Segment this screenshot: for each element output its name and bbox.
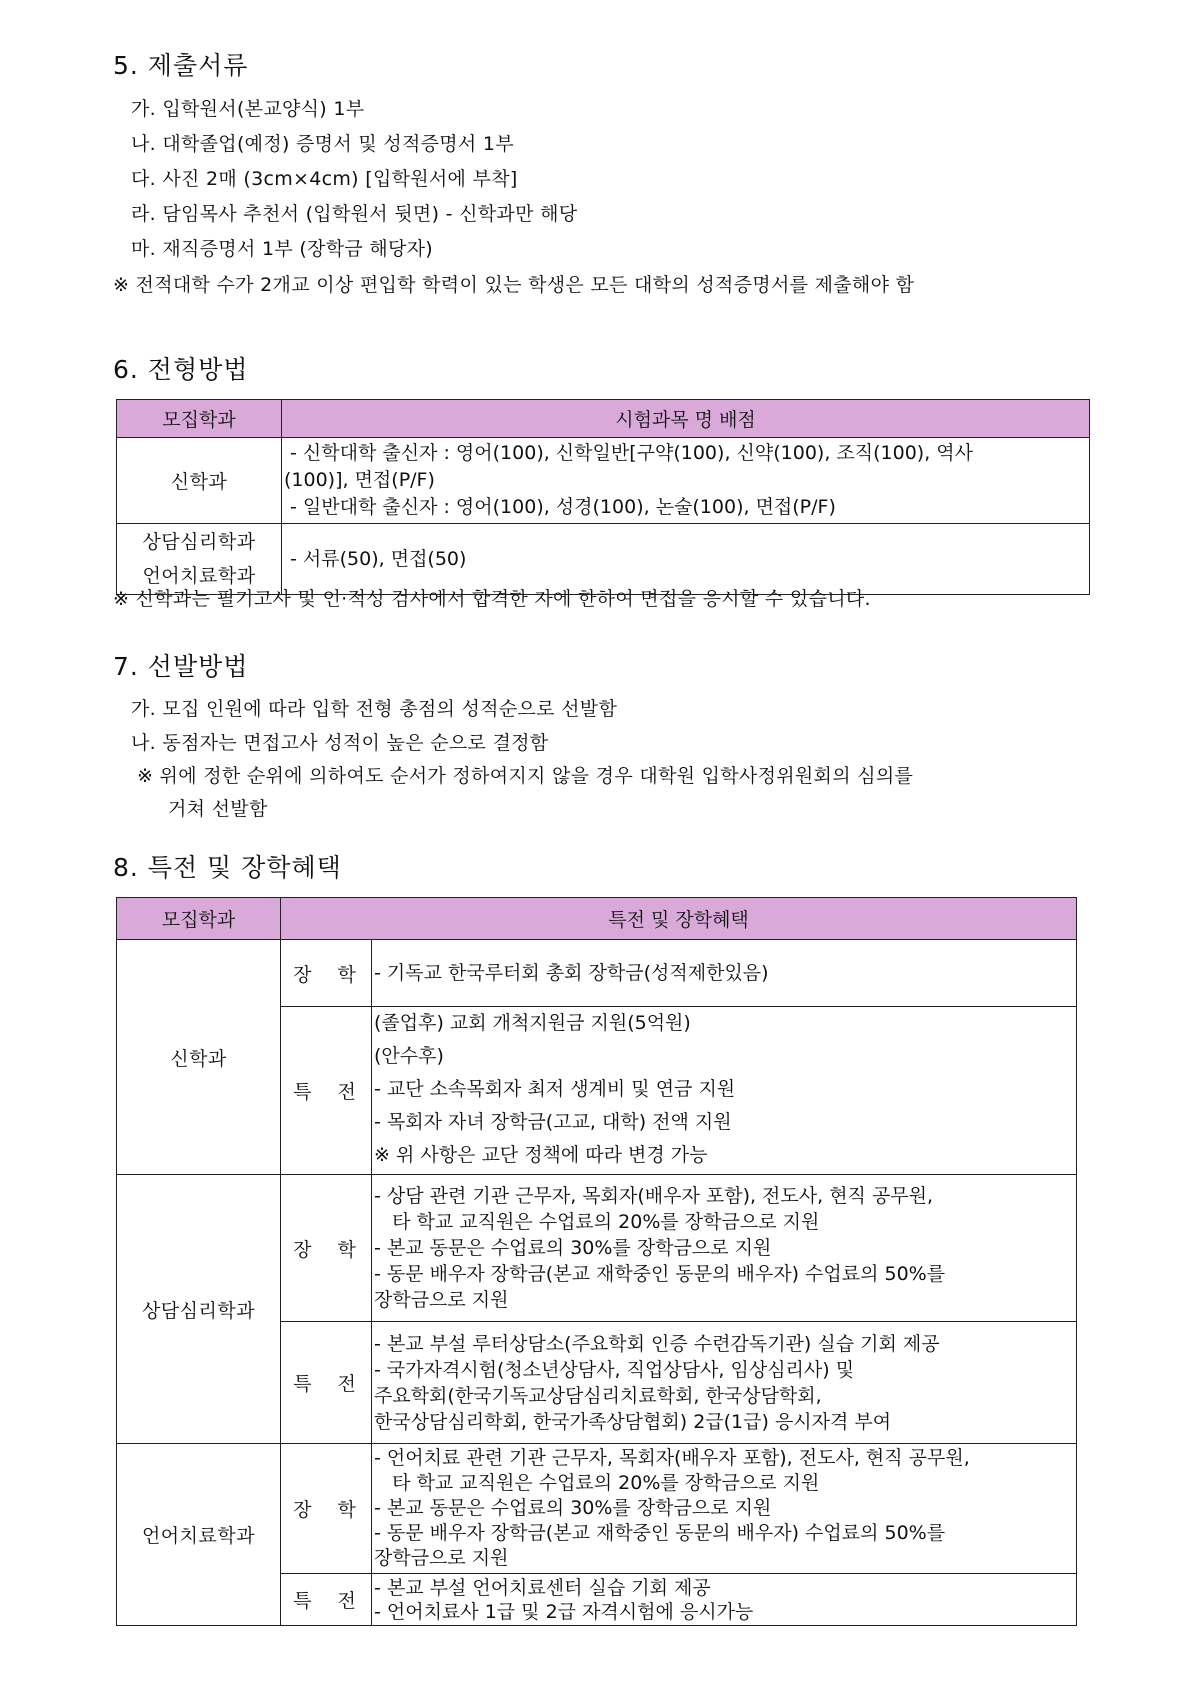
theology-scholar-line-1: - 기독교 한국루터회 총회 장학금(성적제한있음) xyxy=(374,961,769,984)
speech-benefit-line-2: - 언어치료사 1급 및 2급 자격시험에 응시가능 xyxy=(374,1600,754,1623)
counsel-benefit-text xyxy=(372,1322,1077,1444)
speech-scholar-line-5: 장학금으로 지원 xyxy=(374,1547,509,1569)
theology-benefit-text xyxy=(372,1007,1077,1175)
theology-benefit-label: 특 전 xyxy=(281,1007,372,1175)
counsel-benefit-line-1: - 본교 부설 루터상담소(주요학회 인증 수련감독기관) 실습 기회 제공 xyxy=(374,1332,940,1355)
exam-theology-line-1: - 신학대학 출신자 : 영어(100), 신학일반[구약(100), 신약(100), 조직(100), 역사 xyxy=(284,442,973,464)
s7-item-2: 나. 동점자는 면접고사 성적이 높은 순으로 결정함 xyxy=(131,732,549,754)
exam-dept-counsel: 상담심리학과 xyxy=(142,531,256,553)
counsel-benefit-label: 특 전 xyxy=(281,1322,372,1444)
counsel-scholar-line-5: 장학금으로 지원 xyxy=(374,1289,509,1311)
section-6-title: 6. 전형방법 xyxy=(113,355,249,384)
counsel-scholar-line-1: - 상담 관련 기관 근무자, 목회자(배우자 포함), 전도사, 현직 공무원, xyxy=(374,1185,934,1207)
benefit-dept-counsel: 상담심리학과 xyxy=(117,1175,281,1444)
s5-note: ※ 전적대학 수가 2개교 이상 편입학 학력이 있는 학생은 모든 대학의 성적증명서를 제출해야 함 xyxy=(113,274,915,296)
s5-item-1: 가. 입학원서(본교양식) 1부 xyxy=(131,98,365,120)
theology-benefit-line-5: ※ 위 사항은 교단 정책에 따라 변경 가능 xyxy=(374,1144,708,1166)
counsel-scholar-line-2: 타 학교 교직원은 수업료의 20%를 장학금으로 지원 xyxy=(374,1211,820,1233)
theology-scholar-text xyxy=(372,940,1077,1007)
speech-scholar-text xyxy=(372,1444,1077,1574)
counsel-benefit-line-4: 한국상담심리학회, 한국가족상담협회) 2급(1급) 응시자격 부여 xyxy=(374,1410,892,1433)
counsel-benefit-line-2: - 국가자격시험(청소년상담사, 직업상담사, 임상심리사) 및 xyxy=(374,1358,855,1381)
section-7-title: 7. 선발방법 xyxy=(113,652,249,681)
section-5-title: 5. 제출서류 xyxy=(113,51,249,80)
benefit-header-dept: 모집학과 xyxy=(117,898,281,940)
s7-note-line-2: 거쳐 선발함 xyxy=(168,798,268,820)
benefit-table xyxy=(116,897,1077,1626)
exam-table xyxy=(116,399,1090,595)
speech-scholar-line-1: - 언어치료 관련 기관 근무자, 목회자(배우자 포함), 전도사, 현직 공무원, xyxy=(374,1447,970,1469)
s5-item-2: 나. 대학졸업(예정) 증명서 및 성적증명서 1부 xyxy=(131,133,514,155)
section-8-title: 8. 특전 및 장학혜택 xyxy=(113,853,342,882)
benefit-dept-theology: 신학과 xyxy=(117,940,281,1175)
speech-scholar-line-4: - 동문 배우자 장학금(본교 재학중인 동문의 배우자) 수업료의 50%를 xyxy=(374,1522,946,1544)
counsel-scholar-text xyxy=(372,1175,1077,1322)
s7-item-1: 가. 모집 인원에 따라 입학 전형 총점의 성적순으로 선발함 xyxy=(131,698,618,720)
s7-note-line-1: ※ 위에 정한 순위에 의하여도 순서가 정하여지지 않을 경우 대학원 입학사정위원회의 심의를 xyxy=(137,765,914,787)
s6-note: ※ 신학과는 필기고사 및 인·적성 검사에서 합격한 자에 한하여 면접을 응시할 수 있습니다. xyxy=(113,588,871,610)
theology-benefit-line-4: - 목회자 자녀 장학금(고교, 대학) 전액 지원 xyxy=(374,1111,732,1133)
exam-theology-line-2: (100)], 면접(P/F) xyxy=(284,469,435,491)
theology-benefit-line-1: (졸업후) 교회 개척지원금 지원(5억원) xyxy=(374,1012,691,1034)
speech-benefit-label: 특 전 xyxy=(281,1574,372,1626)
exam-dept-theology: 신학과 xyxy=(117,438,282,524)
benefit-dept-speech: 언어치료학과 xyxy=(117,1444,281,1626)
speech-scholar-line-2: 타 학교 교직원은 수업료의 20%를 장학금으로 지원 xyxy=(374,1472,820,1494)
theology-benefit-line-2: (안수후) xyxy=(374,1045,444,1067)
theology-benefit-line-3: - 교단 소속목회자 최저 생계비 및 연금 지원 xyxy=(374,1078,736,1100)
counsel-scholar-label: 장 학 xyxy=(281,1175,372,1322)
counsel-benefit-line-3: 주요학회(한국기독교상담심리치료학회, 한국상담학회, xyxy=(374,1384,822,1407)
s5-item-4: 라. 담임목사 추천서 (입학원서 뒷면) - 신학과만 해당 xyxy=(131,203,578,225)
exam-counsel-speech-subjects: - 서류(50), 면접(50) xyxy=(282,524,1090,595)
theology-scholar-label: 장 학 xyxy=(281,940,372,1007)
exam-dept-speech: 언어치료학과 xyxy=(142,565,256,587)
s5-item-5: 마. 재직증명서 1부 (장학금 해당자) xyxy=(131,238,434,260)
speech-benefit-text xyxy=(372,1574,1077,1626)
speech-benefit-line-1: - 본교 부설 언어치료센터 실습 기회 제공 xyxy=(374,1576,711,1599)
counsel-scholar-line-3: - 본교 동문은 수업료의 30%를 장학금으로 지원 xyxy=(374,1237,772,1259)
s5-item-3: 다. 사진 2매 (3cm×4cm) [입학원서에 부착] xyxy=(131,168,518,190)
exam-theology-subjects xyxy=(282,438,1090,524)
exam-header-subjects: 시험과목 명 배점 xyxy=(282,400,1090,438)
speech-scholar-label: 장 학 xyxy=(281,1444,372,1574)
speech-scholar-line-3: - 본교 동문은 수업료의 30%를 장학금으로 지원 xyxy=(374,1497,772,1519)
exam-header-dept: 모집학과 xyxy=(117,400,282,438)
benefit-header-benefits: 특전 및 장학혜택 xyxy=(281,898,1077,940)
exam-theology-line-3: - 일반대학 출신자 : 영어(100), 성경(100), 논술(100), 면접(P/F) xyxy=(284,496,836,518)
counsel-scholar-line-4: - 동문 배우자 장학금(본교 재학중인 동문의 배우자) 수업료의 50%를 xyxy=(374,1263,946,1285)
